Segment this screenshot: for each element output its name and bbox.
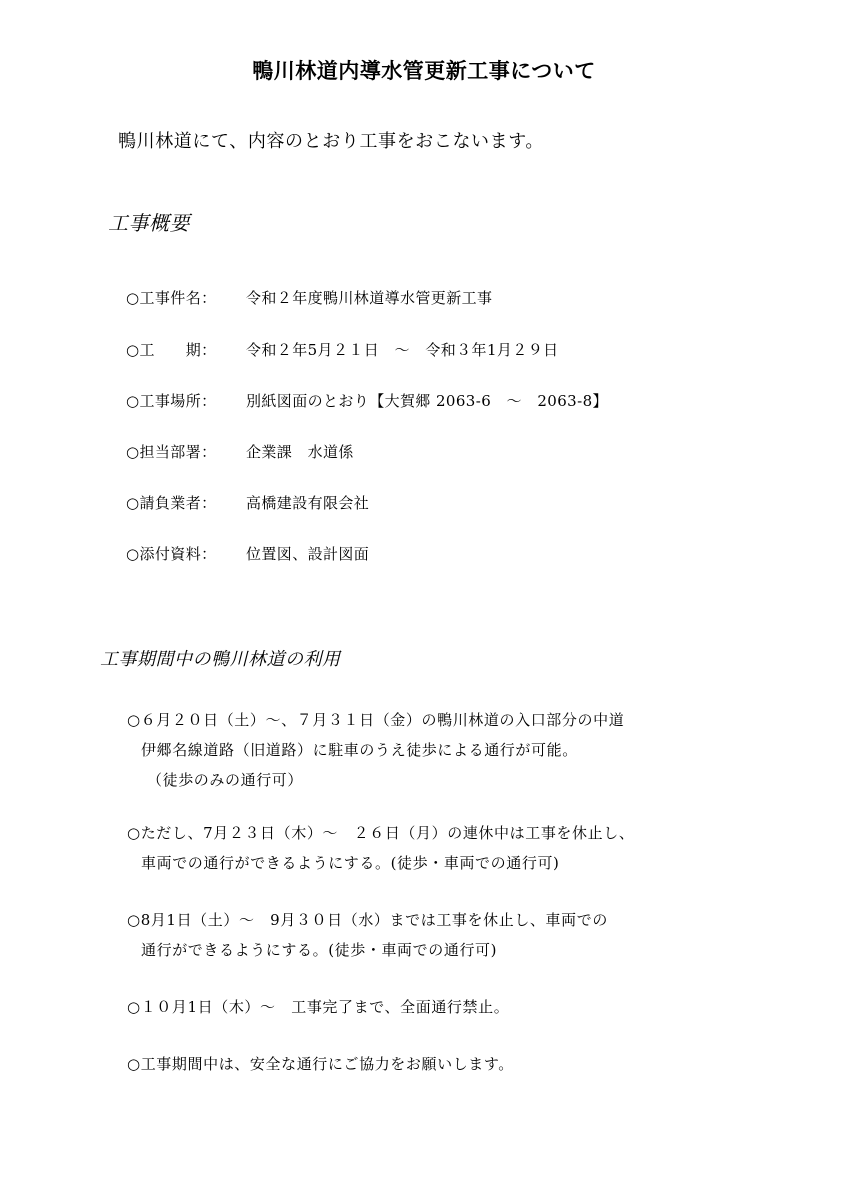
overview-row-attachments [126,543,369,564]
usage-item-walking [127,705,624,795]
overview-row-location [126,390,608,411]
usage-item-cooperation [127,1049,514,1079]
usage-line: ○ただし、7月２３日（木）～ ２６日（月）の連休中は工事を休止し、 [127,824,635,842]
usage-line: 車両での通行ができるようにする。(徒歩・車両での通行可) [141,854,560,872]
overview-row-contractor [126,492,369,513]
usage-heading: 工事期間中の鴨川林道の利用 [100,649,341,670]
usage-line: ○工事期間中は、安全な通行にご協力をお願いします。 [127,1055,514,1073]
row-value: 位置図、設計図面 [246,545,370,563]
row-label: ○工事場所： [126,392,217,410]
row-label: ○担当部署： [126,443,217,461]
row-value: 高橋建設有限会社 [246,494,370,512]
overview-row-period [126,339,559,360]
usage-item-august [127,905,608,965]
page-title: 鴨川林道内導水管更新工事について [252,59,596,83]
usage-line: ○６月２０日（土）～、７月３１日（金）の鴨川林道の入口部分の中道 [127,711,625,729]
usage-line: 通行ができるようにする。(徒歩・車両での通行可) [141,941,498,959]
row-value: 別紙図面のとおり【大賀郷 2063-6 ～ 2063-8】 [246,392,608,410]
row-value: 企業課 水道係 [246,443,354,461]
row-value: 令和２年5月２１日 ～ 令和３年1月２９日 [246,341,559,359]
usage-item-closure [127,992,509,1022]
intro-text: 鴨川林道にて、内容のとおり工事をおこないます。 [118,131,544,152]
usage-line: ○8月1日（土）～ 9月３０日（水）までは工事を休止し、車両での [127,911,608,929]
usage-item-holiday [127,818,634,878]
usage-line: 伊郷名線道路（旧道路）に駐車のうえ徒歩による通行が可能。 [141,741,578,759]
overview-row-department [126,441,354,462]
row-label: ○工事件名： [126,289,217,307]
usage-line: ○１０月1日（木）～ 工事完了まで、全面通行禁止。 [127,998,510,1016]
row-label: ○添付資料： [126,545,217,563]
overview-heading: 工事概要 [108,211,190,235]
usage-line: （徒歩のみの通行可） [147,771,304,789]
overview-row-name [126,287,492,308]
row-label: ○工 期： [126,341,217,359]
row-label: ○請負業者： [126,494,217,512]
row-value: 令和２年度鴨川林道導水管更新工事 [246,289,493,307]
